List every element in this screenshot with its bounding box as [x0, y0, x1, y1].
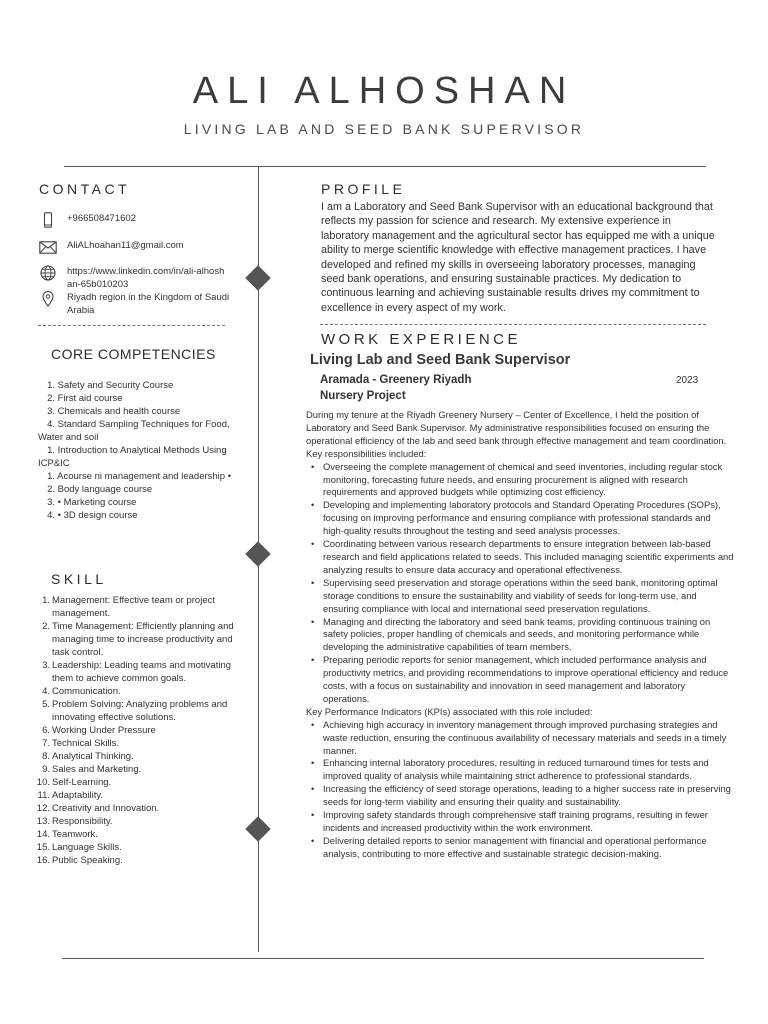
list-item-text: Responsibility. [52, 816, 113, 827]
bullet-item: • Coordinating between various research departments to ensure integration between lab-based research and field applications related to seeds. This included managing scientific experiments and analyzing results to ensure data accuracy and operational effectiveness. [306, 538, 734, 577]
kpi-intro: Key Performance Indicators (KPIs) associated with this role included: [306, 705, 593, 717]
contact-location-row [38, 291, 250, 317]
list-item [38, 392, 248, 405]
contact-linkedin-row [38, 265, 250, 291]
header-divider [64, 166, 706, 167]
list-item [38, 763, 238, 776]
contact-linkedin[interactable]: https://www.linkedin.com/in/ali-alhoshan-65b010203 [67, 266, 225, 290]
mail-icon [38, 239, 58, 255]
list-item-number: 9. [42, 764, 50, 775]
job-description [306, 409, 734, 861]
list-item [38, 418, 248, 444]
list-item [38, 444, 248, 470]
list-item-text: Adaptability. [52, 790, 104, 801]
list-item [38, 815, 238, 828]
list-item-text: Communication. [52, 686, 121, 697]
list-item-text: Teamwork. [52, 829, 98, 840]
list-item-text: • 3D design course [57, 510, 138, 521]
list-item-number: 1. [47, 380, 55, 391]
profile-summary: I am a Laboratory and Seed Bank Supervisor with an educational background that reflects my passion for science and research. My extensive experience in laboratory management and the agricultural sector has equipped me with a unique ability to merge scientific knowledge with effective management practices. I have developed and refined my skills in overseeing laboratory processes, managing seed bank operations, and ensuring sustainable practices. My dedication to continuous learning and achieving sustainable results drives my commitment to excellence in every aspect of my work. [321, 201, 715, 314]
list-item-number: 2. [42, 621, 50, 632]
list-item-number: 15. [36, 842, 50, 853]
contact-location: Riyadh region in the Kingdom of Saudi Arabia [67, 292, 230, 316]
list-item-number: 12. [36, 803, 50, 814]
job-intro: During my tenure at the Riyadh Greenery Nursery – Center of Excellence, I held the position of Laboratory and Seed Bank Supervisor. My administrative responsibilities focused on ensuring the operational efficiency of the lab and seed bank through effective management and team coordination. Key responsibilities included: [306, 409, 727, 459]
list-item-text: Acourse ni management and leadership • [57, 471, 232, 482]
list-item-number: 1. [47, 471, 55, 482]
list-item-text: Sales and Marketing. [52, 764, 142, 775]
bullet-item: • Supervising seed preservation and storage operations within the seed bank, monitoring optimal storage conditions to ensure the sustainability and viability of seeds for long-term use, and ensuring compliance with local and international seed preservation regulations. [306, 577, 734, 616]
list-item-text: Introduction to Analytical Methods Using ICP&IC [38, 445, 227, 469]
profile-heading: PROFILE [321, 181, 406, 197]
list-item-number: 8. [42, 751, 50, 762]
contact-phone[interactable]: +966508471602 [67, 213, 136, 224]
list-item-number: 13. [36, 816, 50, 827]
list-item-text: Language Skills. [52, 842, 122, 853]
job-role: Living Lab and Seed Bank Supervisor [310, 352, 571, 368]
list-item [38, 685, 238, 698]
resume-job-title: LIVING LAB AND SEED BANK SUPERVISOR [183, 121, 585, 137]
list-item-text: Management: Effective team or project management. [52, 595, 215, 619]
list-item [38, 750, 238, 763]
list-item [38, 470, 248, 483]
job-year: 2023 [676, 375, 699, 386]
list-item-number: 2. [47, 393, 55, 404]
list-item-number: 2. [47, 484, 55, 495]
list-item [38, 594, 238, 620]
phone-icon [38, 212, 58, 228]
list-item-text: Self-Learning. [52, 777, 112, 788]
responsibilities-list [306, 461, 734, 706]
list-item-number: 4. [47, 510, 55, 521]
list-item [38, 659, 238, 685]
contact-heading: CONTACT [39, 181, 131, 197]
list-item [38, 841, 238, 854]
list-item [38, 776, 238, 789]
list-item [38, 496, 248, 509]
job-project: Nursery Project [320, 390, 406, 402]
core-competencies-heading: CORE COMPETENCIES [51, 346, 216, 362]
list-item-text: Creativity and Innovation. [52, 803, 160, 814]
list-item-number: 6. [42, 725, 50, 736]
job-organization: Aramada - Greenery Riyadh [320, 374, 472, 386]
bullet-item: • Achieving high accuracy in inventory management through improved purchasing strategies and waste reduction, ensuring the continuous availability of necessary materials and seeds in a timely manner. [306, 719, 734, 758]
location-pin-icon [38, 291, 58, 307]
list-item-number: 7. [42, 738, 50, 749]
bullet-item: • Managing and directing the laboratory and seed bank teams, providing continuous training on safety policies, proper handling of chemicals and seeds, and monitoring performance while developing the administrative capabilities of team members. [306, 616, 734, 655]
list-item [38, 737, 238, 750]
globe-icon [38, 265, 58, 281]
list-item [38, 405, 248, 418]
skills-heading: SKILL [51, 571, 107, 587]
list-item [38, 802, 238, 815]
kpi-list [306, 719, 734, 861]
list-item-number: 11. [37, 790, 50, 801]
list-item [38, 483, 248, 496]
list-item-text: Chemicals and health course [57, 406, 181, 417]
bullet-item: • Improving safety standards through comprehensive staff training programs, resulting in fewer incidents and increased productivity within the work environment. [306, 809, 734, 835]
list-item-number: 14. [36, 829, 50, 840]
contact-separator [38, 325, 225, 326]
bullet-item: • Enhancing internal laboratory procedures, resulting in reduced turnaround times for tests and improved quality of analysis while maintaining strict adherence to professional standards. [306, 757, 734, 783]
skills-list [38, 594, 238, 867]
list-item-text: Analytical Thinking. [52, 751, 134, 762]
list-item-number: 4. [47, 419, 55, 430]
list-item-text: Body language course [57, 484, 153, 495]
bullet-item: • Preparing periodic reports for senior management, which included performance analysis and productivity metrics, and providing recommendations to improve operational efficiency and reduce costs, with a focus on sustainability and innovation in seed management and laboratory operations. [306, 654, 734, 706]
contact-email-row [38, 239, 250, 255]
resume-name: ALI ALHOSHAN [192, 70, 576, 112]
divider-diamond [245, 541, 270, 566]
list-item-text: Problem Solving: Analyzing problems and innovating effective solutions. [52, 699, 228, 723]
experience-heading: WORK EXPERIENCE [321, 331, 522, 348]
contact-email[interactable]: AliALhoahan11@gmail.com [67, 240, 184, 251]
list-item-text: Safety and Security Course [57, 380, 174, 391]
list-item [38, 698, 238, 724]
bullet-item: • Increasing the efficiency of seed storage operations, leading to a higher success rate in preserving seeds for long-term viability and ensuring their quality and sustainability. [306, 783, 734, 809]
list-item-text: First aid course [57, 393, 123, 404]
list-item-number: 10. [36, 777, 50, 788]
list-item [38, 724, 238, 737]
footer-divider [62, 958, 704, 959]
divider-diamond [245, 816, 270, 841]
list-item-text: Public Speaking. [52, 855, 123, 866]
list-item [38, 789, 238, 802]
bullet-item: • Delivering detailed reports to senior management with financial and operational performance analysis, contributing to more effective and sustainable strategic decision-making. [306, 835, 734, 861]
list-item-text: Leadership: Leading teams and motivating them to achieve common goals. [52, 660, 232, 684]
list-item-number: 3. [42, 660, 50, 671]
contact-phone-row [38, 212, 250, 228]
list-item-number: 1. [42, 595, 50, 606]
bullet-item: • Overseeing the complete management of chemical and seed inventories, including regular stock monitoring, forecasting future needs, and ensuring procurement is aligned with research requirements and approved budgets while optimizing cost efficiency. [306, 461, 734, 500]
list-item-text: Standard Sampling Techniques for Food, Water and soil [38, 419, 230, 443]
list-item-number: 4. [42, 686, 50, 697]
list-item-text: Time Management: Efficiently planning and managing time to increase productivity and task control. [52, 621, 234, 658]
list-item-text: Working Under Pressure [52, 725, 156, 736]
list-item-text: Technical Skills. [52, 738, 120, 749]
list-item [38, 854, 238, 867]
profile-separator [320, 324, 706, 325]
list-item-number: 3. [47, 406, 55, 417]
list-item [38, 379, 248, 392]
list-item-number: 3. [47, 497, 55, 508]
list-item-number: 16. [36, 855, 50, 866]
list-item [38, 620, 238, 659]
list-item [38, 509, 248, 522]
bullet-item: • Developing and implementing laboratory protocols and Standard Operating Procedures (SOPs), focusing on improving performance and ensuring compliance with professional standards and high-quality results throughout the testing and seed analysis processes. [306, 499, 734, 538]
core-competencies-list [38, 379, 248, 522]
list-item-number: 1. [47, 445, 55, 456]
list-item-text: • Marketing course [57, 497, 137, 508]
list-item [38, 828, 238, 841]
list-item-number: 5. [42, 699, 50, 710]
